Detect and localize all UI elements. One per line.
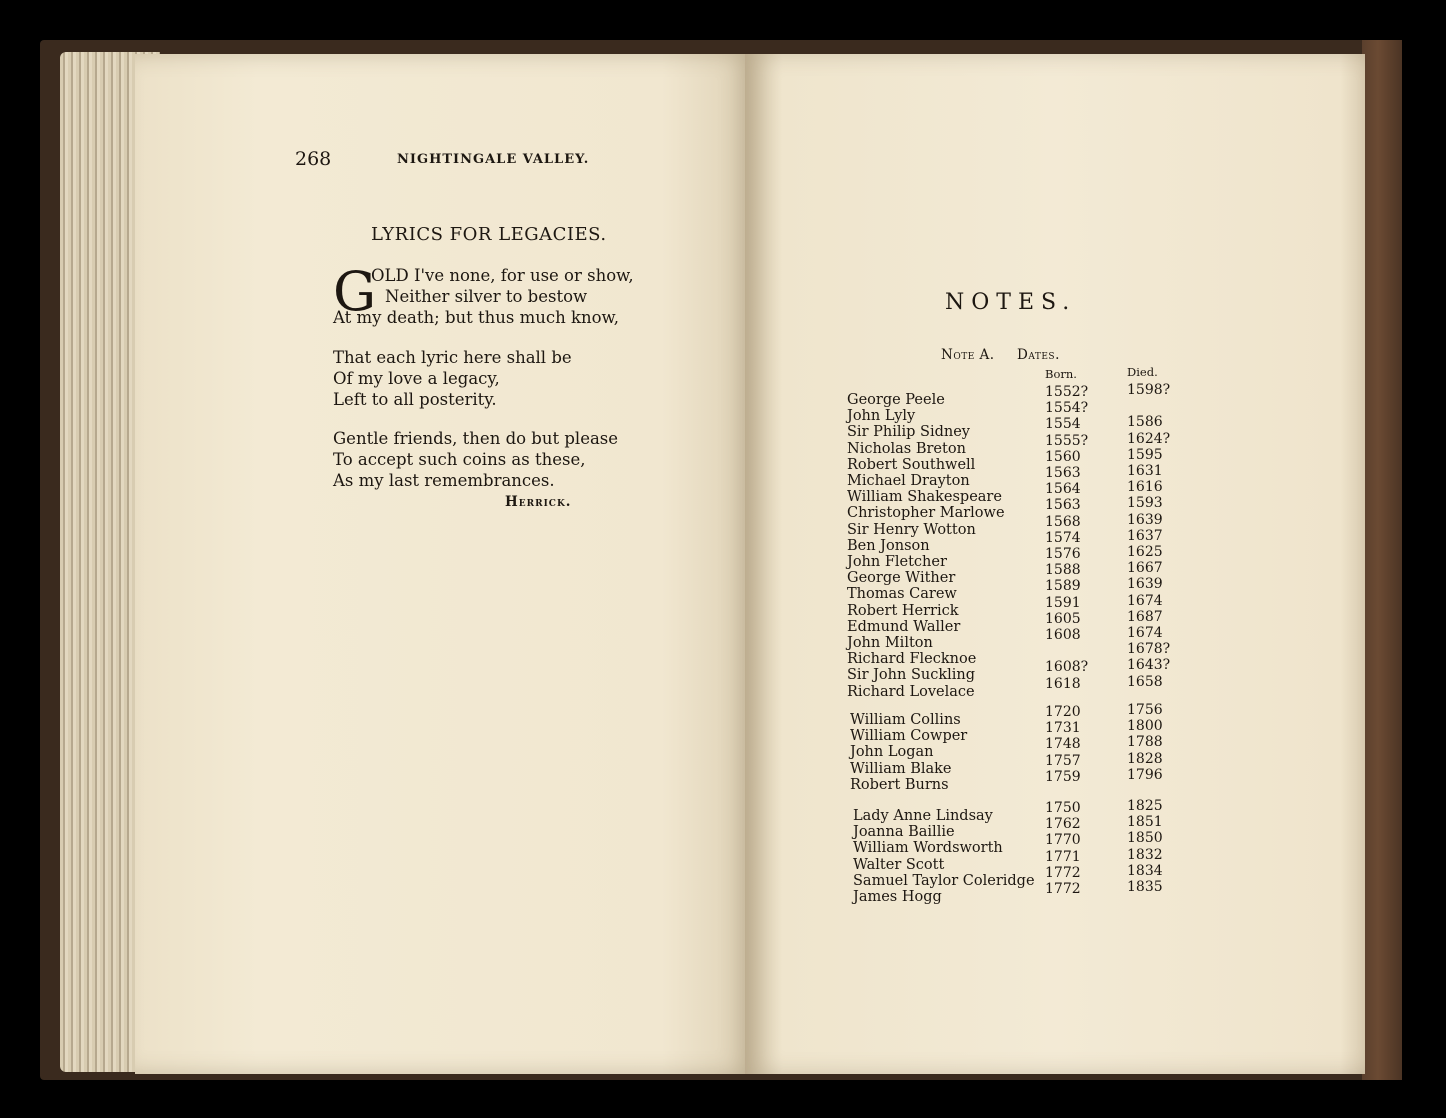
died-year: 1625 (1127, 544, 1163, 560)
died-year: 1678? (1127, 641, 1171, 658)
verse-line: Gentle friends, then do but please (333, 429, 619, 448)
author-name: George Peele (847, 392, 945, 408)
author-name: John Milton (847, 635, 933, 651)
died-year: 1835 (1127, 879, 1163, 895)
born-year: 1560 (1045, 448, 1081, 465)
author-name: William Cowper (850, 728, 968, 745)
note-heading: Note A. (941, 347, 995, 363)
died-year: 1674 (1127, 625, 1163, 641)
born-year: 1772 (1045, 881, 1081, 897)
died-year: 1687 (1127, 608, 1163, 625)
verse-line: To accept such coins as these, (333, 450, 586, 469)
author-name: Michael Drayton (847, 473, 970, 489)
author-name: William Collins (850, 712, 961, 728)
left-page (135, 54, 755, 1074)
born-year: 1552? (1045, 384, 1089, 400)
born-year: 1568 (1045, 513, 1081, 530)
died-year: 1800 (1127, 718, 1163, 735)
author-name: Nicholas Breton (847, 440, 966, 457)
author-name: Sir Philip Sidney (847, 424, 970, 441)
notes-title: NOTES. (945, 290, 1077, 315)
died-year: 1598? (1127, 382, 1171, 398)
died-year: 1850 (1127, 830, 1163, 847)
born-year: 1605 (1045, 610, 1081, 627)
author-name: Joanna Baillie (853, 824, 955, 841)
died-year: 1595 (1127, 446, 1163, 463)
born-year: 1591 (1045, 594, 1081, 611)
died-year: 1639 (1127, 576, 1163, 593)
born-year: 1589 (1045, 578, 1081, 595)
died-year: 1788 (1127, 734, 1163, 751)
author-name: Robert Southwell (847, 456, 976, 473)
author-name: George Wither (847, 570, 956, 587)
died-year: 1667 (1127, 560, 1163, 577)
author-name: William Shakespeare (847, 489, 1002, 506)
author-name: William Wordsworth (853, 840, 1003, 857)
author-name: John Lyly (847, 408, 916, 425)
verse-line: OLD I've none, for use or show, (371, 266, 634, 285)
author-name: John Logan (850, 744, 934, 761)
verse-line: Left to all posterity. (333, 390, 497, 409)
died-year: 1643? (1127, 657, 1171, 674)
died-year: 1593 (1127, 495, 1163, 512)
born-year: 1563 (1045, 465, 1081, 481)
born-year: 1772 (1045, 864, 1081, 881)
author-name: James Hogg (853, 889, 942, 905)
born-year: 1554 (1045, 416, 1081, 433)
verse-line: At my death; but thus much know, (333, 308, 619, 327)
born-year: 1574 (1045, 529, 1081, 546)
born-year: 1618 (1045, 675, 1081, 692)
died-year: 1616 (1127, 479, 1163, 496)
died-year: 1756 (1127, 702, 1163, 718)
born-year: 1563 (1045, 497, 1081, 514)
died-year: 1624? (1127, 430, 1171, 447)
author-name: Sir Henry Wotton (847, 521, 976, 538)
died-year: 1586 (1127, 414, 1163, 431)
born-year: 1770 (1045, 832, 1081, 849)
died-year: 1834 (1127, 862, 1163, 879)
author-name: Robert Burns (850, 776, 949, 793)
verse-line: Neither silver to bestow (385, 287, 588, 306)
author-name: Ben Jonson (847, 537, 930, 554)
born-year: 1720 (1045, 704, 1081, 720)
verse-line: That each lyric here shall be (333, 348, 572, 367)
poem-title: LYRICS FOR LEGACIES. (371, 224, 607, 245)
author-name: Thomas Carew (847, 586, 957, 603)
drop-cap: G (333, 260, 377, 323)
author-name: Robert Herrick (847, 602, 959, 619)
died-year: 1658 (1127, 673, 1163, 690)
born-year: 1748 (1045, 736, 1081, 753)
author-name: Richard Flecknoe (847, 651, 977, 668)
born-year: 1757 (1045, 752, 1081, 769)
born-year: 1731 (1045, 720, 1081, 737)
born-year: 1771 (1045, 848, 1081, 865)
born-year: 1554? (1045, 400, 1089, 417)
note-subheading: Dates. (1017, 347, 1060, 363)
verse-line: As my last remembrances. (333, 471, 555, 490)
born-year: 1762 (1045, 816, 1081, 833)
right-page (745, 54, 1365, 1074)
author-name: Christopher Marlowe (847, 505, 1005, 522)
died-year: 1631 (1127, 463, 1163, 479)
open-book (40, 40, 1402, 1080)
born-year: 1759 (1045, 768, 1081, 785)
died-year: 1639 (1127, 511, 1163, 528)
died-year: 1828 (1127, 750, 1163, 767)
author-name: Samuel Taylor Coleridge (853, 872, 1035, 889)
book-cover-edge (1362, 40, 1402, 1080)
born-year: 1564 (1045, 481, 1081, 498)
born-year: 1588 (1045, 562, 1081, 579)
died-year: 1637 (1127, 527, 1163, 544)
author-name: William Blake (850, 760, 952, 777)
author-name: Walter Scott (853, 856, 945, 873)
author-name: John Fletcher (847, 554, 947, 570)
verse-line: Of my love a legacy, (333, 369, 500, 388)
died-year: 1796 (1127, 766, 1163, 783)
born-year: 1576 (1045, 546, 1081, 562)
born-year: 1608 (1045, 627, 1081, 643)
author-name: Sir John Suckling (847, 667, 976, 684)
column-header-died: Died. (1127, 365, 1158, 379)
died-year: 1851 (1127, 814, 1163, 831)
running-head: NIGHTINGALE VALLEY. (397, 152, 590, 167)
died-year: 1825 (1127, 798, 1163, 814)
born-year: 1608? (1045, 659, 1089, 676)
author-name: Edmund Waller (847, 618, 961, 635)
column-header-born: Born. (1045, 367, 1077, 381)
died-year: 1832 (1127, 846, 1163, 863)
died-year: 1674 (1127, 592, 1163, 609)
born-year: 1750 (1045, 800, 1081, 816)
born-year: 1555? (1045, 432, 1089, 449)
author-name: Richard Lovelace (847, 683, 975, 700)
author-name: Lady Anne Lindsay (853, 808, 993, 824)
page-number: 268 (295, 148, 332, 170)
poem-author: Herrick. (505, 494, 572, 510)
